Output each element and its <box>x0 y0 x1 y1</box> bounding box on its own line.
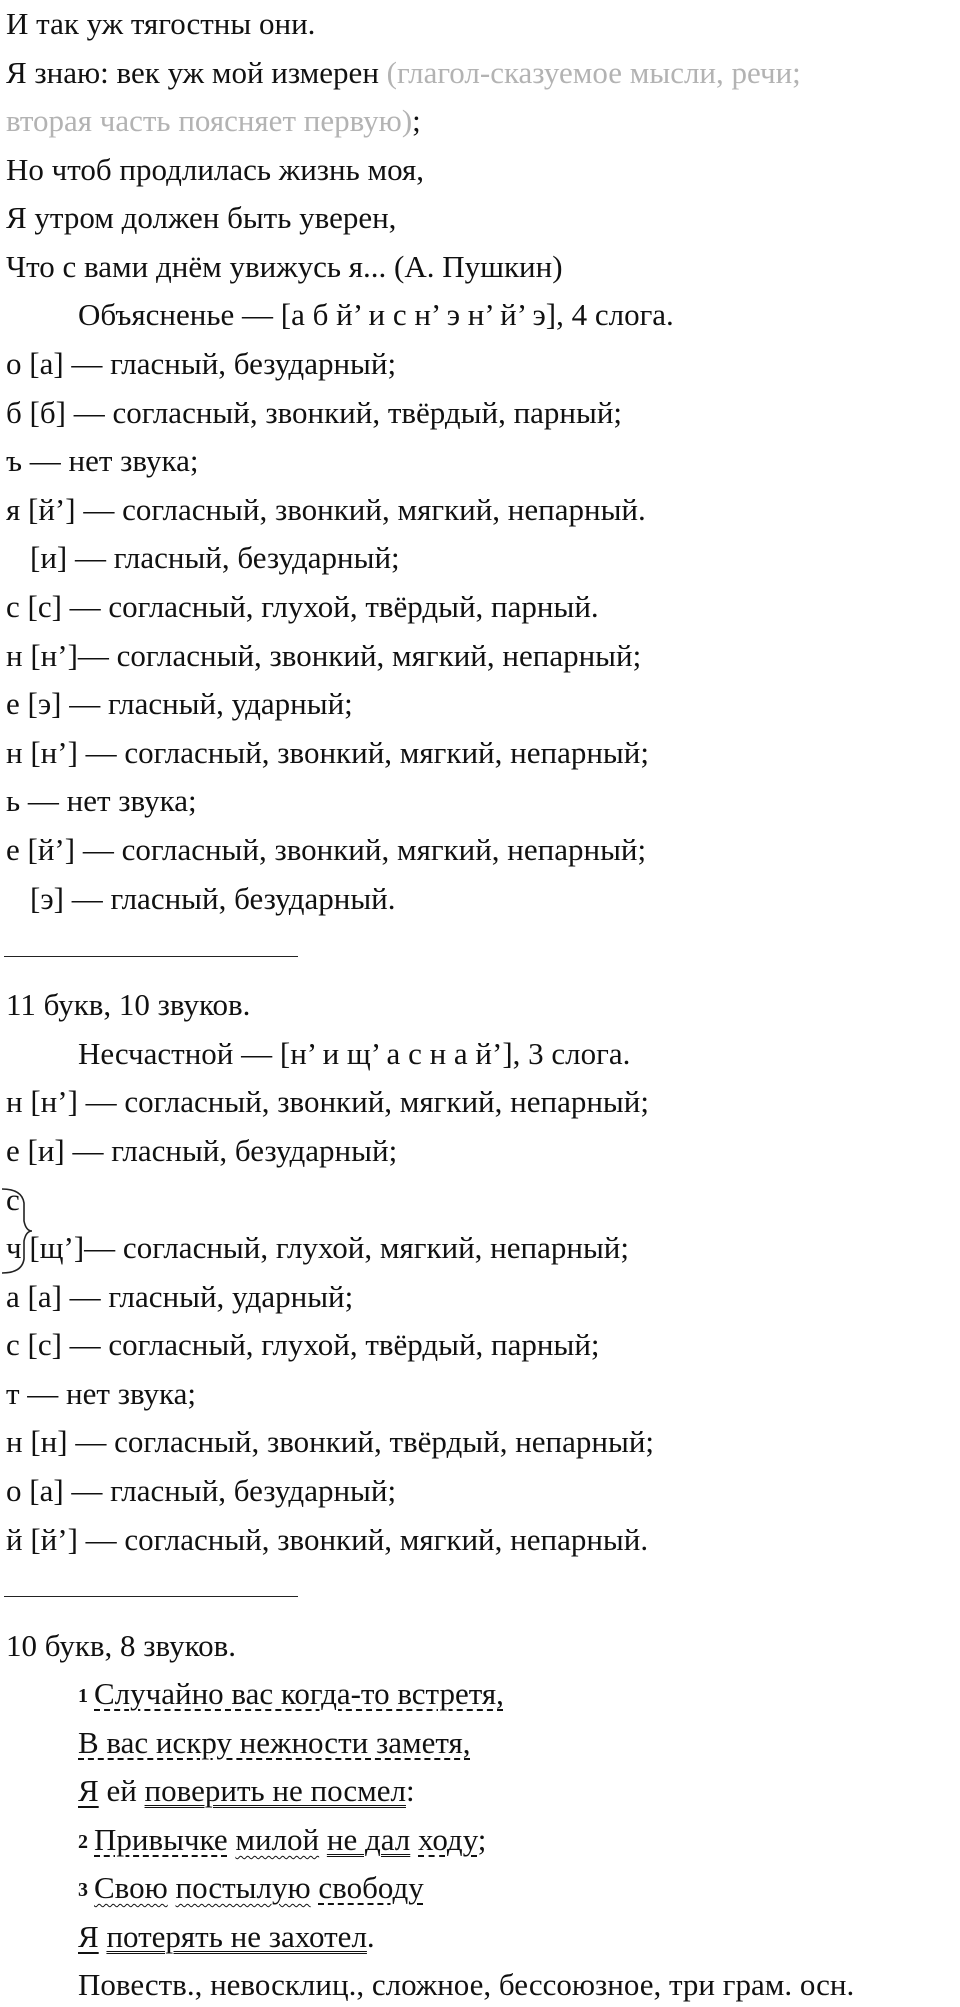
predicate: потерять не захотел <box>106 1919 367 1954</box>
grammar-note: (глагол-сказуемое мысли, речи; <box>386 55 801 90</box>
predicate: поверить не посмел <box>144 1773 406 1808</box>
phonetic-heading: Несчастной — [н’ и щ’ а с н а й’], 3 слога. <box>78 1036 631 1071</box>
parsed-line <box>78 1674 504 1718</box>
predicate: не дал <box>326 1822 411 1857</box>
punctuation: ; <box>412 103 421 138</box>
subject: Я <box>78 1919 99 1954</box>
clause-number: 2 <box>78 1831 88 1853</box>
phonetic-row: н [н] — согласный, звонкий, твёрдый, непарный; <box>6 1424 655 1459</box>
poem-line: Но чтоб продлилась жизнь моя, <box>6 152 425 187</box>
divider <box>4 1596 298 1597</box>
poem-text: Я знаю: век уж мой измерен <box>6 55 387 90</box>
phonetic-row: [и] — гласный, безударный; <box>30 540 400 575</box>
parsed-line <box>78 1723 470 1763</box>
letter-sound-summary: 11 букв, 10 звуков. <box>6 987 251 1022</box>
phonetic-row: а [а] — гласный, ударный; <box>6 1279 354 1314</box>
adverbial-clause: Случайно вас когда-то встретя, <box>94 1676 504 1711</box>
subject: Я <box>78 1773 99 1808</box>
attribute: милой <box>235 1822 320 1857</box>
adverbial-clause: В вас искру нежности заметя, <box>78 1725 471 1760</box>
poem-line: Что с вами днём увижусь я... (А. Пушкин) <box>6 249 563 284</box>
parsed-line <box>78 1820 486 1864</box>
phonetic-row: о [а] — гласный, безударный; <box>6 1473 397 1508</box>
letter: ч <box>6 1230 22 1265</box>
phonetic-row: с <box>6 1182 20 1217</box>
phonetic-row: ъ — нет звука; <box>6 443 199 478</box>
phonetic-row: с [с] — согласный, глухой, твёрдый, парный. <box>6 589 599 624</box>
plain-text: ей <box>98 1773 145 1808</box>
phonetic-row: е [э] — гласный, ударный; <box>6 686 353 721</box>
phonetic-row: н [н’] — согласный, звонкий, мягкий, непарный; <box>6 1084 649 1119</box>
divider <box>4 956 298 957</box>
poem-line: И так уж тягостны они. <box>6 6 316 41</box>
clause-number: 1 <box>78 1685 88 1707</box>
parsed-line <box>78 1771 415 1811</box>
phonetic-row: н [н’]— согласный, звонкий, мягкий, непарный; <box>6 638 642 673</box>
parsed-line <box>78 1917 375 1957</box>
letter-group-brace <box>2 1185 42 1277</box>
phonetic-row: с [с] — согласный, глухой, твёрдый, парный; <box>6 1327 600 1362</box>
punctuation: : <box>405 1773 415 1808</box>
poem-line: Я утром должен быть уверен, <box>6 200 397 235</box>
grammar-note: вторая часть поясняет первую) <box>6 103 413 138</box>
phonetic-row: я [й’] — согласный, звонкий, мягкий, непарный. <box>6 492 646 527</box>
clause-number: 3 <box>78 1879 88 1901</box>
phonetic-row: й [й’] — согласный, звонкий, мягкий, непарный. <box>6 1522 649 1557</box>
phonetic-text: [щ’]— согласный, глухой, мягкий, непарный; <box>29 1230 629 1265</box>
object: Привычке <box>94 1822 228 1857</box>
sentence-characteristic: Повеств., невосклиц., сложное, бессоюзное, три грам. осн. <box>78 1967 855 2002</box>
object: свободу <box>318 1870 424 1905</box>
attribute: Свою <box>94 1870 168 1905</box>
punctuation: ; <box>477 1822 487 1857</box>
phonetic-heading: Объясненье — [а б й’ и с н’ э н’ й’ э], 4 слога. <box>78 297 674 332</box>
phonetic-row: е [й’] — согласный, звонкий, мягкий, непарный; <box>6 832 647 867</box>
parsed-line <box>78 1868 424 1912</box>
attribute: постылую <box>175 1870 311 1905</box>
phonetic-row: т — нет звука; <box>6 1376 196 1411</box>
phonetic-row: о [а] — гласный, безударный; <box>6 346 397 381</box>
punctuation: . <box>366 1919 375 1954</box>
poem-line <box>6 101 421 141</box>
letter-sound-summary: 10 букв, 8 звуков. <box>6 1628 236 1663</box>
phonetic-row: е [и] — гласный, безударный; <box>6 1133 398 1168</box>
phonetic-row <box>6 1228 629 1268</box>
phonetic-row: б [б] — согласный, звонкий, твёрдый, парный; <box>6 395 623 430</box>
phonetic-row: [э] — гласный, безударный. <box>30 881 396 916</box>
object: ходу <box>418 1822 478 1857</box>
poem-line <box>6 53 801 93</box>
phonetic-row: ь — нет звука; <box>6 783 197 818</box>
phonetic-row: н [н’] — согласный, звонкий, мягкий, непарный; <box>6 735 649 770</box>
